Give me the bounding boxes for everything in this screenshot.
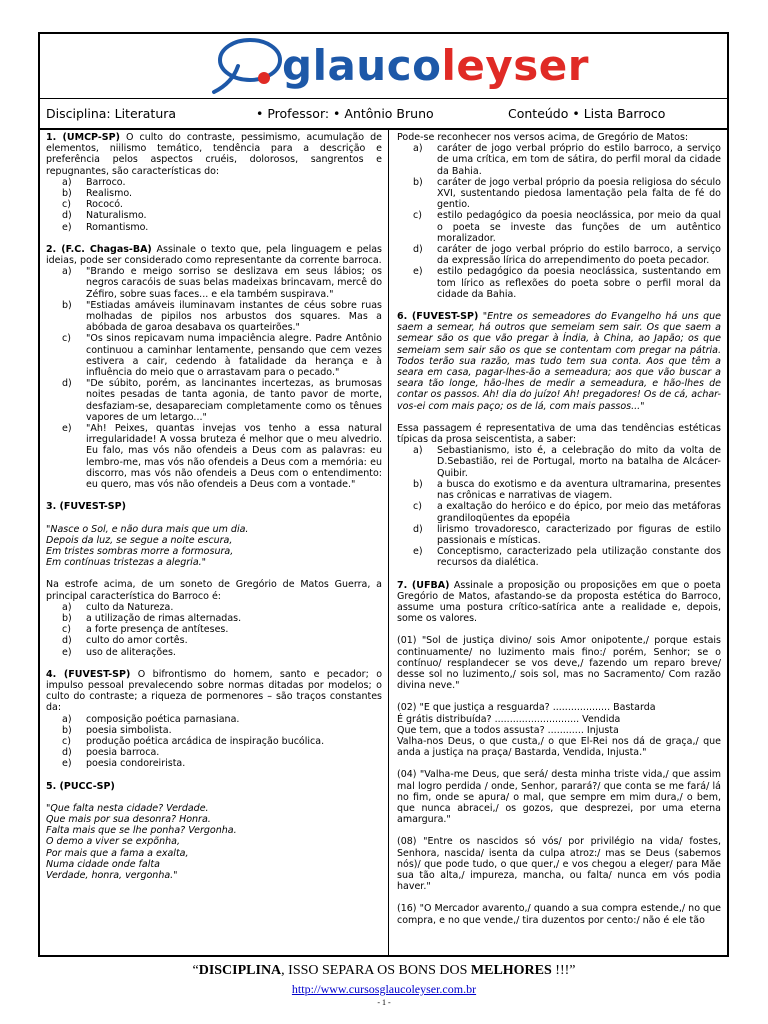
proposition-08: (08) "Entre os nascidos só vós/ por privilégio na vida/ fostes, Senhora, nascida/ isenta da culpa atroz:/ mas se Deus (sabemos nós)/ que pode tudo, o que quer,/ e vos chegou a eleger/ para Mãe sua tão alta,/ impureza, mancha, ou falta/ nunca em vós podia haver." bbox=[397, 836, 721, 893]
proposition-04: (04) "Valha-me Deus, que será/ desta minha triste vida,/ que assim mal logro perdida / onde, Senhor, parará?/ que conta se me fará/ lá no fim, onde se apura/ o mal, que sempre em mim dura,/ o bem, que nunca abracei,/ os gozos, que desprezei, por uma eterna amargura." bbox=[397, 769, 721, 826]
proposition-02: (02) "E que justiça a resguarda? ................... Bastarda É grátis distribuída? ............................ Vendida Que tem, que a todos assusta? ............ Injusta Valha-nos Deus, o que custa,/ o que El-Rei nos dá de graça,/ que anda a justiça na praça/ Bastarda, Vendida, Injusta." bbox=[397, 702, 721, 759]
option-c: c) a exaltação do heróico e do épico, por meio das metáforas grandiloqüentes da epopéia bbox=[413, 501, 721, 524]
question-7 bbox=[397, 580, 721, 926]
option-d: d) lirismo trovadoresco, caracterizado por figuras de estilo passionais e místicas. bbox=[413, 523, 721, 546]
header-disciplina: Disciplina: Literatura bbox=[46, 106, 177, 121]
question-text: Assinale o texto que, pela linguagem e pelas ideias, pode ser considerado como representante da corrente barroca. bbox=[46, 243, 382, 267]
header-conteudo: Conteúdo • Lista Barroco bbox=[508, 106, 666, 121]
option-b: b) "Estiadas amáveis iluminavam instantes de céus sobre ruas molhadas de pipilos nos arbustos dos squares. Mas a abóbada de garoa desabava os quarteirões." bbox=[62, 299, 382, 334]
option-b: b) a busca do exotismo e da aventura ultramarina, presentes nas crônicas e narrativas de viagem. bbox=[413, 478, 721, 502]
option-a: a) culto da Natureza. bbox=[62, 601, 174, 613]
option-d: d) culto do amor cortês. bbox=[62, 635, 188, 647]
question-text: Na estrofe acima, de um soneto de Gregório de Matos Guerra, a principal característica do Barroco é: bbox=[46, 579, 382, 602]
option-e: e) Romantismo. bbox=[62, 221, 149, 233]
option-e: e) "Ah! Peixes, quantas invejas vos tenho a essa natural irregularidade! A vossa bruteza é melhor que o meu alvedrio. Eu falo, mas vós não ofendeis a Deus com as palavras: eu lembro-me, mas vós não ofendeis a Deus com a memória: eu discorro, mas vós não ofendeis a Deus com o entendimento: eu quero, mas vós não ofendeis a Deus com a vontade." bbox=[62, 423, 382, 491]
question-text: Essa passagem é representativa de uma das tendências estéticas típicas da prosa seiscentista, a saber: bbox=[397, 422, 721, 446]
option-c: c) produção poética arcádica de inspiração bucólica. bbox=[62, 735, 325, 747]
question-2 bbox=[46, 244, 382, 490]
question-text: O culto do contraste, pessimismo, acumulação de elementos, niilismo temático, tendência para a descrição e preferência pelos aspectos cruéis, dolorosos, sangrentos e repugnantes, são características do: bbox=[46, 132, 382, 177]
question-text: O bifrontismo do homem, santo e pecador; o impulso pessoal prevalecendo sobre normas ditadas por modelos; o culto do contraste; a riqueza de pormenores – são traços constantes da: bbox=[46, 668, 383, 714]
option-b: b) a utilização de rimas alternadas. bbox=[62, 612, 242, 624]
option-b: b) poesia simbolista. bbox=[62, 724, 172, 736]
option-e: e) poesia condoreirista. bbox=[62, 758, 186, 770]
option-b: b) caráter de jogo verbal próprio da poesia religiosa do século XVI, sustentando piedosa lamentação pela falta de fé do gentio. bbox=[413, 176, 721, 211]
question-1 bbox=[46, 132, 382, 233]
question-6 bbox=[397, 311, 721, 568]
right-column bbox=[389, 130, 727, 955]
proposition-01: (01) "Sol de justiça divino/ sois Amor onipotente,/ porque estais continuamente/ no luzimento mais fino:/ porém, Senhor; se o contínuo/ resplandecer se vos deve,/ fazendo um reparo breve/ desse sol no luzimento,/ sois sol, mas no Sacramento/ Com razão divina neve." bbox=[397, 635, 721, 692]
poem: "Nasce o Sol, e não dura mais que um dia. Depois da luz, se segue a noite escura, Em tristes sombras morre a formosura, Em contínuas tristezas a alegria." bbox=[46, 523, 249, 569]
question-number: 3. (FUVEST-SP) bbox=[46, 501, 126, 513]
poem: "Que falta nesta cidade? Verdade. Que mais por sua desonra? Honra. Falta mais que se lhe ponha? Vergonha. O demo a viver se expõnha, Por mais que a fama a exalta, Numa cidade onde falta Verdade, honra, vergonha." bbox=[46, 802, 237, 881]
footer-motto: “DISCIPLINA, ISSO SEPARA OS BONS DOS MELHORES !!!” bbox=[192, 963, 576, 978]
logo-mark-icon bbox=[190, 36, 282, 98]
proposition-16: (16) "O Mercador avarento,/ quando a sua compra estende,/ no que compra, e no que vende,/ tira duzentos por cento:/ não é ele tão bbox=[397, 903, 721, 926]
question-5 bbox=[46, 781, 382, 882]
option-e: e) Conceptismo, caracterizado pela utilização constante dos recursos da dialética. bbox=[413, 546, 721, 569]
question-3 bbox=[46, 501, 382, 657]
option-d: d) poesia barroca. bbox=[62, 747, 160, 759]
option-b: b) Realismo. bbox=[62, 188, 132, 200]
question-number: 7. (UFBA) bbox=[397, 579, 450, 591]
footer-website-link[interactable]: http://www.cursosglaucoleyser.com.br bbox=[291, 982, 477, 996]
page-number: - 1 - bbox=[377, 998, 391, 1007]
option-a: a) "Brando e meigo sorriso se deslizava em seus lábios; os negros caracóis de suas belas madeixas brincavam, mercê do Zéfiro, sobre suas faces... e ela também suspirava." bbox=[62, 266, 382, 300]
option-c: c) "Os sinos repicavam numa impaciência alegre. Padre Antônio continuou a caminhar lentamente, pensando que cem vezes estivera a cair, cedendo à fatalidade da herança e à influência do meio que o arrastavam para o pecado." bbox=[62, 333, 382, 379]
question-4 bbox=[46, 669, 382, 770]
option-e: e) estilo pedagógico da poesia neoclássica, sustentando em tom lírico as reflexões do poeta sobre o perfil moral da cidade da Bahia. bbox=[413, 266, 721, 300]
question-number: 5. (PUCC-SP) bbox=[46, 780, 115, 792]
option-d: d) Naturalismo. bbox=[62, 210, 147, 222]
option-c: c) a forte presença de antíteses. bbox=[62, 624, 229, 636]
option-a: a) Barroco. bbox=[62, 176, 126, 188]
question-text: Assinale a proposição ou proposições em que o poeta Gregório de Matos, afastando-se da proposta estética do Barroco, assume uma postura crítico-satírica ante a realidade e, depois, some os valores. bbox=[397, 579, 721, 625]
option-a: a) composição poética parnasiana. bbox=[62, 713, 240, 725]
header-bar bbox=[40, 98, 727, 130]
header-professor: • Professor: • Antônio Bruno bbox=[256, 106, 434, 121]
option-a: a) caráter de jogo verbal próprio do estilo barroco, a serviço de uma crítica, em tom de sátira, do perfil moral da cidade da Bahia. bbox=[413, 143, 721, 177]
question-text: Pode-se reconhecer nos versos acima, de Gregório de Matos: bbox=[397, 132, 689, 143]
option-d: d) "De súbito, porém, as lancinantes incertezas, as brumosas noites pesadas de tanta agonia, de tanto pavor de morte, desfaziam-se, desapareciam completamente como os tênues vapores de um letargo..." bbox=[62, 378, 382, 423]
logo bbox=[40, 34, 727, 98]
question-number: 4. (FUVEST-SP) bbox=[46, 668, 131, 680]
logo-wordmark bbox=[282, 40, 589, 92]
question-number: 2. (F.C. Chagas-BA) bbox=[46, 243, 152, 255]
question-number: 6. (FUVEST-SP) bbox=[397, 311, 479, 323]
page-frame bbox=[38, 32, 729, 957]
option-e: e) uso de aliterações. bbox=[62, 646, 176, 658]
option-c: c) Rococó. bbox=[62, 199, 123, 211]
footer bbox=[0, 962, 768, 1008]
quote-text: "Entre os semeadores do Evangelho há uns que saem a semear, há outros que semeiam sem sair. Os que saem a semear são os que vão pregar à Índia, à China, ao Japão; os que semeiam sem sair são os que se contentam com pregar na pátria. Todos terão sua razão, mas tudo tem sua conta. Aos que têm a seara em casa, pagar-lhes-ão a semeadura; aos que vão buscar a seara tão longe, hão-lhes de medir a semeadura, e hão-lhes de contar os passos. Ah! dia do juízo! Ah! pregadores! Os de cá, achar-vos-ei com mais paço; os de lá, com mais passos..." bbox=[397, 311, 721, 412]
question-5-continued bbox=[397, 132, 721, 300]
left-column bbox=[40, 130, 389, 955]
logo-part2: leyser bbox=[441, 41, 589, 90]
question-number: 1. (UMCP-SP) bbox=[46, 132, 120, 143]
option-d: d) caráter de jogo verbal próprio do estilo barroco, a serviço da expressão lírica do arrependimento do poeta pecador. bbox=[413, 244, 721, 267]
option-a: a) Sebastianismo, isto é, a celebração do mito da volta de D.Sebastião, rei de Portugal, morto na batalha de Alcácer-Quibir. bbox=[413, 445, 721, 479]
option-c: c) estilo pedagógico da poesia neoclássica, por meio da qual o poeta se investe das funções de um autêntico moralizador. bbox=[413, 210, 721, 244]
logo-part1: glauco bbox=[282, 41, 442, 90]
